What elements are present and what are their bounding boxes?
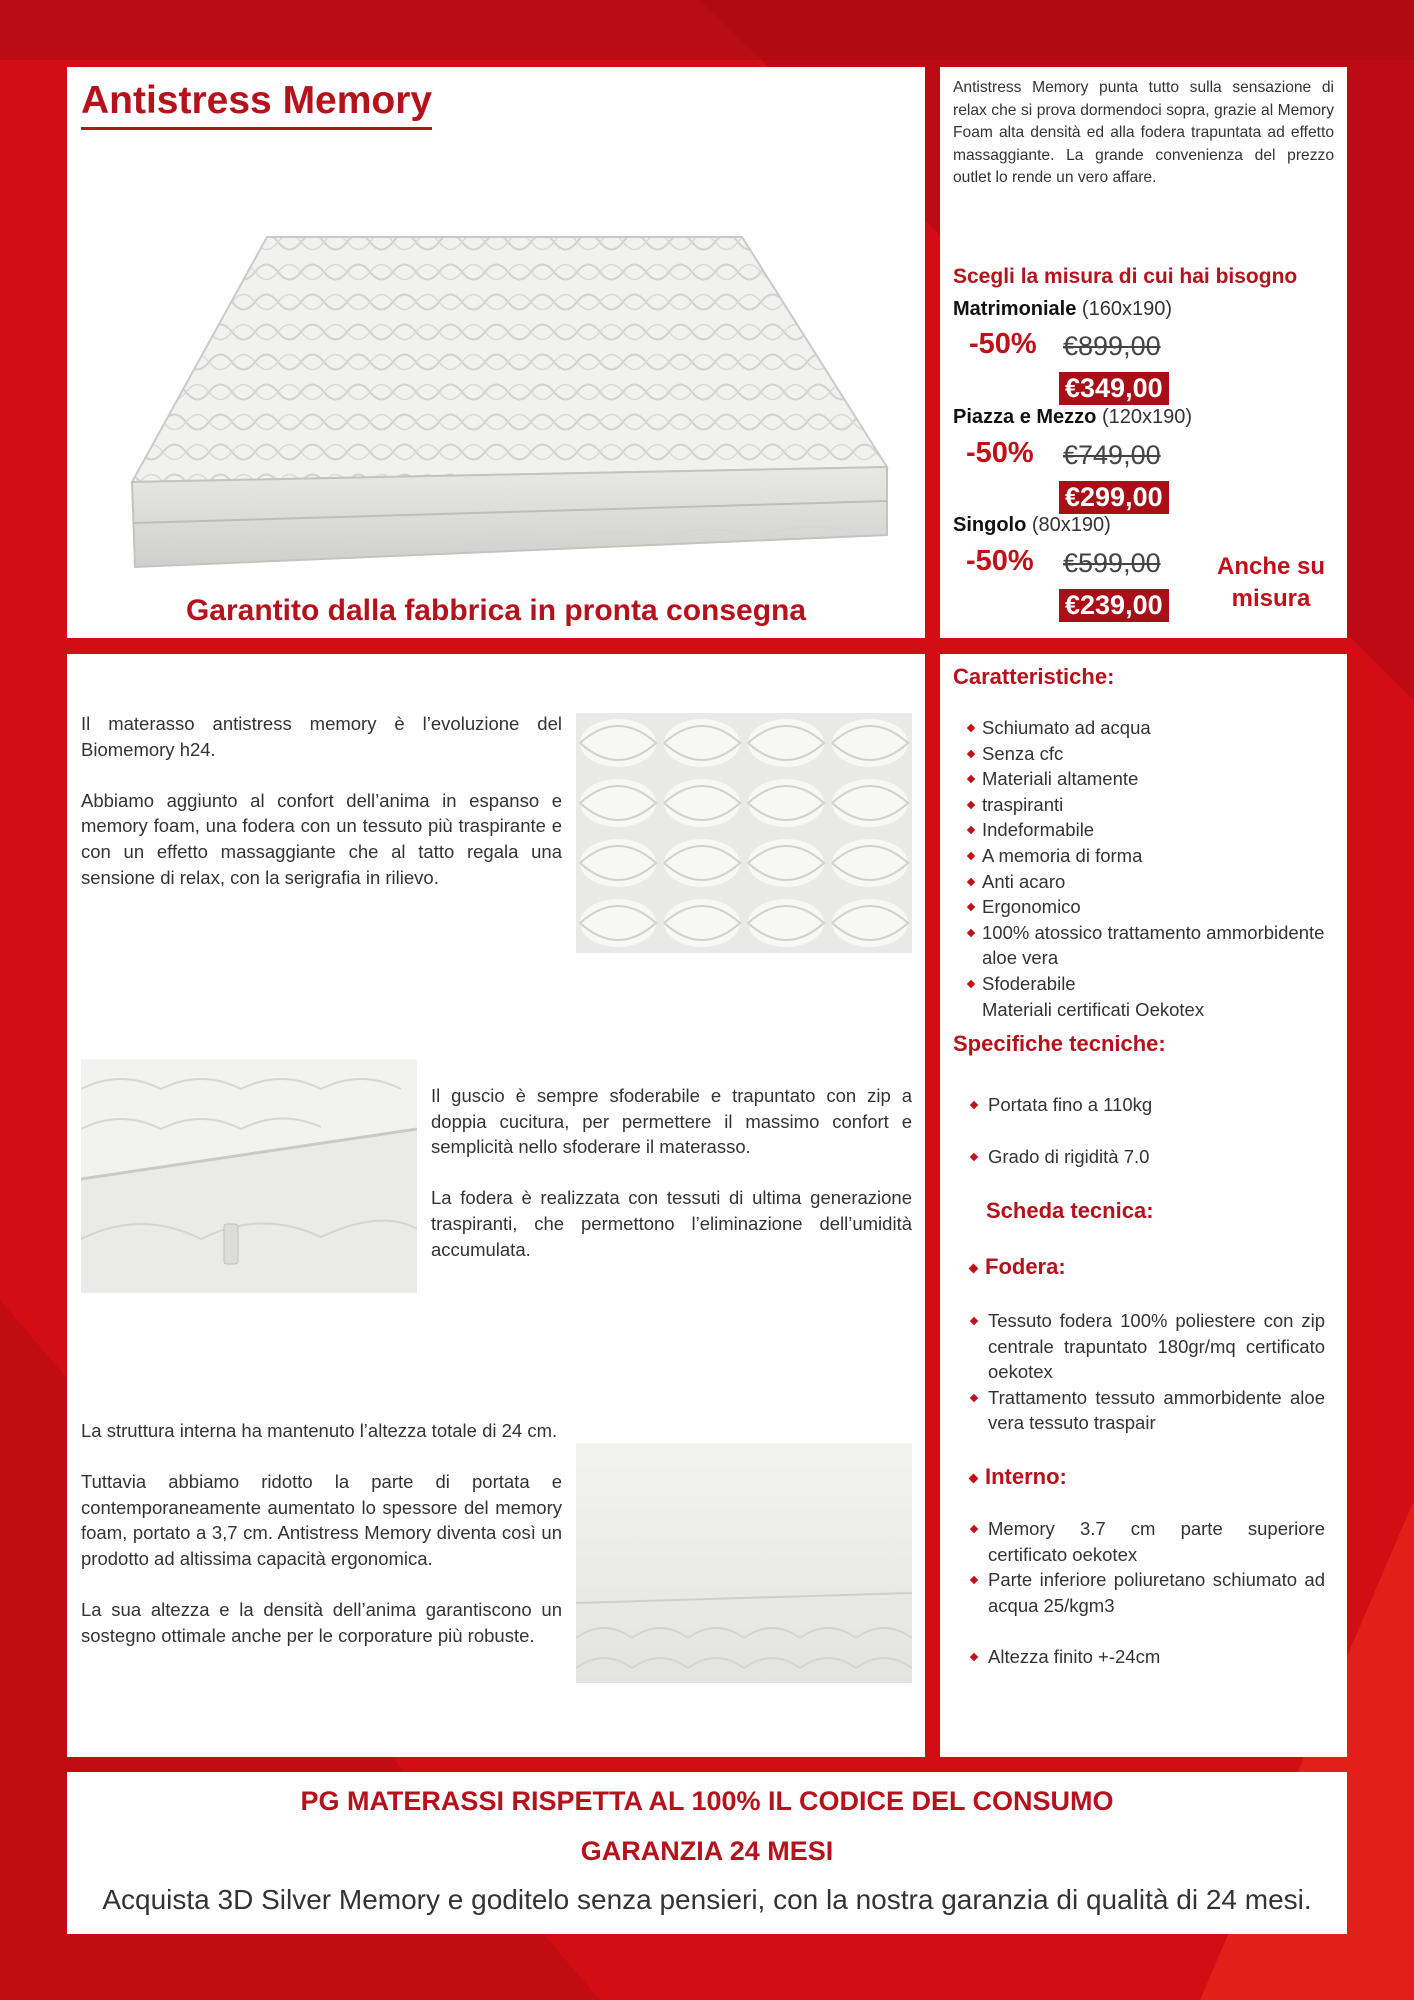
consumer-code-notice: PG MATERASSI RISPETTA AL 100% IL CODICE DEL CONSUMO bbox=[300, 1786, 1114, 1816]
list-item: Altezza finito +-24cm bbox=[970, 1644, 1325, 1670]
product-title: Antistress Memory bbox=[81, 79, 432, 130]
list-item: Sfoderabile bbox=[967, 971, 1337, 997]
list-item: Schiumato ad acqua bbox=[967, 715, 1337, 741]
description-block-2: Il guscio è sempre sfoderabile e trapuntato con zip a doppia cucitura, per permettere il massimo confort e semplicità nello sfoderare il materasso. La fodera è realizzata con tessuti di ultima generazione traspiranti, che permettono l’eliminazione dell’umidità accumulata. bbox=[431, 1085, 912, 1260]
discount-badge: -50% bbox=[966, 437, 1034, 469]
list-item: Senza cfc bbox=[967, 741, 1337, 767]
hero-panel bbox=[67, 67, 925, 638]
list-item: Grado di rigidità 7.0 bbox=[970, 1144, 1325, 1170]
size-label-matrimoniale: Matrimoniale (160x190) bbox=[953, 298, 1172, 320]
list-item: Anti acaro bbox=[967, 869, 1337, 895]
old-price: €899,00 bbox=[1063, 331, 1161, 361]
list-item: Materiali certificati Oekotex bbox=[982, 998, 1205, 1020]
specs-list bbox=[970, 1092, 1325, 1118]
inner-heading: Interno: bbox=[970, 1464, 1067, 1490]
old-price: €599,00 bbox=[1063, 548, 1161, 578]
list-item: A memoria di forma bbox=[967, 843, 1337, 869]
mattress-layers-image bbox=[576, 1443, 912, 1683]
features-list bbox=[967, 715, 1337, 1022]
size-label-singolo: Singolo (80x190) bbox=[953, 514, 1111, 536]
mattress-corner-image bbox=[81, 1059, 417, 1293]
list-item: Trattamento tessuto ammorbidente aloe vera tessuto traspair bbox=[970, 1385, 1325, 1436]
new-price: €239,00 bbox=[1059, 589, 1169, 622]
description-block-1: Il materasso antistress memory è l’evoluzione del Biomemory h24. Abbiamo aggiunto al confort dell’anima in espanso e memory foam, una fodera con un tessuto più traspirante e con un effetto massaggiante che al tatto regala una sensione di relax, con la serigrafia in rilievo. bbox=[81, 713, 562, 888]
quilted-fabric-image bbox=[576, 713, 912, 953]
description-panel bbox=[67, 654, 925, 1757]
custom-size-note: Anche su misura bbox=[1216, 553, 1326, 612]
discount-badge: -50% bbox=[969, 328, 1037, 360]
list-item: Tessuto fodera 100% poliestere con zip centrale trapuntato 180gr/mq certificato oekotex bbox=[970, 1308, 1325, 1385]
specs-heading: Specifiche tecniche: bbox=[953, 1031, 1166, 1056]
list-item: Indeformabile bbox=[967, 817, 1337, 843]
features-heading: Caratteristiche: bbox=[953, 664, 1115, 689]
inner-list bbox=[970, 1516, 1325, 1618]
list-item: Materiali altamente bbox=[967, 766, 1337, 792]
old-price: €749,00 bbox=[1063, 440, 1161, 470]
size-label-piazza-e-mezzo: Piazza e Mezzo (120x190) bbox=[953, 406, 1193, 428]
footer-panel bbox=[67, 1772, 1347, 1934]
list-item: 100% atossico trattamento ammorbidente aloe vera bbox=[967, 920, 1337, 971]
list-item: Memory 3.7 cm parte superiore certificato oekotex bbox=[970, 1516, 1325, 1567]
warranty-text: Acquista 3D Silver Memory e goditelo senza pensieri, con la nostra garanzia di qualità di 24 mesi. bbox=[102, 1884, 1312, 1915]
warranty-heading: GARANZIA 24 MESI bbox=[580, 1836, 834, 1866]
list-item: Portata fino a 110kg bbox=[970, 1092, 1325, 1118]
tagline: Garantito dalla fabbrica in pronta consegna bbox=[185, 594, 807, 627]
height-list bbox=[970, 1644, 1325, 1670]
choose-size-heading: Scegli la misura di cui hai bisogno bbox=[953, 265, 1298, 288]
description-block-3: La struttura interna ha mantenuto l’altezza totale di 24 cm. Tuttavia abbiamo ridotto la parte di portata e contemporaneamente aumentato lo spessore del memory foam, portato a 3,7 cm. Antistress Memory diventa così un prodotto ad altissima capacità ergonomica. La sua altezza e la densità dell’anima garantiscono un sostegno ottimale anche per le corporature più robuste. bbox=[81, 1420, 562, 1646]
price-panel bbox=[940, 67, 1347, 638]
list-item: traspiranti bbox=[967, 792, 1337, 818]
cover-list bbox=[970, 1308, 1325, 1436]
new-price: €299,00 bbox=[1059, 481, 1169, 514]
cover-heading: Fodera: bbox=[970, 1254, 1066, 1280]
discount-badge: -50% bbox=[966, 545, 1034, 577]
features-panel bbox=[940, 654, 1347, 1757]
list-item: Parte inferiore poliuretano schiumato ad acqua 25/kgm3 bbox=[970, 1567, 1325, 1618]
sheet-heading: Scheda tecnica: bbox=[986, 1198, 1154, 1223]
intro-text: Antistress Memory punta tutto sulla sensazione di relax che si prova dormendoci sopra, grazie al Memory Foam alta densità ed alla fodera trapuntata ad effetto massaggiante. La grande convenienza del prezzo outlet lo rende un vero affare. bbox=[953, 79, 1334, 187]
list-item: Ergonomico bbox=[967, 894, 1337, 920]
new-price: €349,00 bbox=[1059, 372, 1169, 405]
specs-list bbox=[970, 1144, 1325, 1170]
mattress-image bbox=[117, 167, 897, 587]
